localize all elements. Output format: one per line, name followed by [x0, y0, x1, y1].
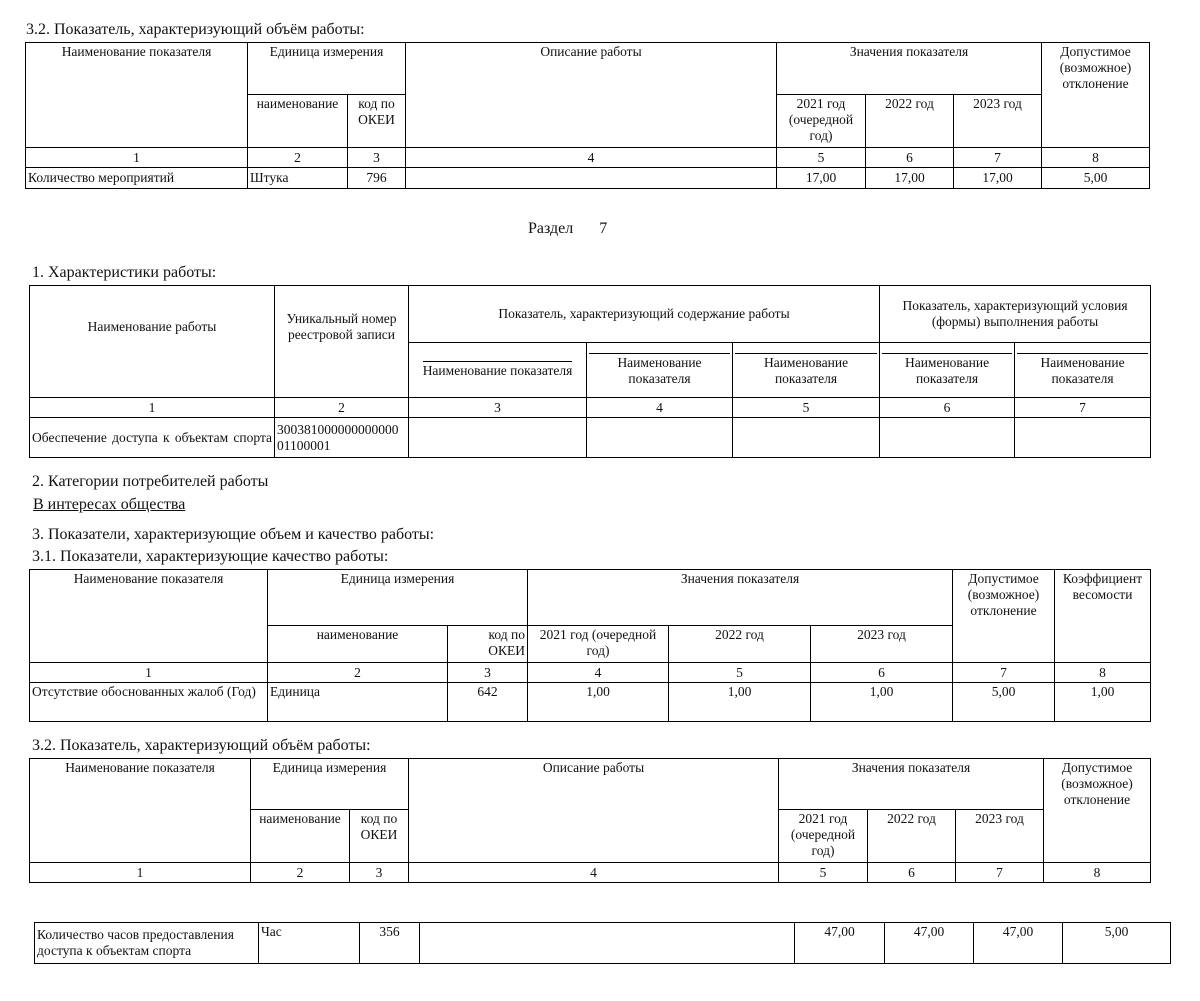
cell-unit-name: Штука: [248, 168, 348, 189]
column-number: 8: [1044, 863, 1151, 883]
column-number: 5: [777, 148, 866, 168]
header-deviation: Допустимое (возможное) отклонение: [953, 570, 1055, 663]
header-content-indicator-2: Наименование показателя: [587, 343, 733, 398]
header-registry-number: Уникальный номер реестровой записи: [275, 286, 409, 398]
header-indicator-name: Наименование показателя: [30, 759, 251, 863]
column-number: 3: [348, 148, 406, 168]
header-year-1: 2021 год (очередной год): [528, 626, 669, 663]
cell-year-2: 17,00: [866, 168, 954, 189]
top-volume-heading: 3.2. Показатель, характеризующий объём работы:: [26, 21, 365, 38]
cell-work-name: Обеспечение доступа к объектам спорта: [30, 418, 275, 458]
cell-year-3: 1,00: [811, 683, 953, 722]
header-year-2: 2022 год: [866, 95, 954, 148]
cell-year-1: 1,00: [528, 683, 669, 722]
quality-heading: 3.1. Показатели, характеризующие качество работы:: [32, 548, 389, 565]
table-row: [26, 168, 1150, 189]
column-number: 2: [251, 863, 350, 883]
column-number: 1: [30, 398, 275, 418]
column-number: 6: [811, 663, 953, 683]
header-values: Значения показателя: [779, 759, 1044, 810]
column-number: 8: [1042, 148, 1150, 168]
column-number: 1: [30, 863, 251, 883]
cell-indicator-name: Количество мероприятий: [26, 168, 248, 189]
column-number: 6: [866, 148, 954, 168]
column-number: 8: [1055, 663, 1151, 683]
header-unit-name: наименование: [268, 626, 448, 663]
characteristics-table: [29, 285, 1151, 458]
cell-registry-number: 300381000000000000 01100001: [275, 418, 409, 458]
column-number: 7: [954, 148, 1042, 168]
cell-year-1: 17,00: [777, 168, 866, 189]
cell-deviation: 5,00: [953, 683, 1055, 722]
column-number: 3: [448, 663, 528, 683]
volume-heading: 3.2. Показатель, характеризующий объём работы:: [32, 737, 371, 754]
cell-indicator-name: Количество часов предоставления доступа к объектам спорта: [35, 923, 259, 964]
header-deviation: Допустимое (возможное) отклонение: [1044, 759, 1151, 863]
cell-year-3: 47,00: [974, 923, 1063, 964]
consumers-heading: 2. Категории потребителей работы: [32, 473, 269, 490]
characteristics-heading: 1. Характеристики работы:: [32, 264, 217, 281]
header-unit-code: код по ОКЕИ: [448, 626, 528, 663]
column-number: 4: [528, 663, 669, 683]
column-number: 7: [956, 863, 1044, 883]
column-number: 1: [30, 663, 268, 683]
header-values: Значения показателя: [777, 43, 1042, 95]
header-unit-name: наименование: [248, 95, 348, 148]
header-condition-indicator-2: Наименование показателя: [1015, 343, 1151, 398]
column-number: 4: [409, 863, 779, 883]
column-number: 1: [26, 148, 248, 168]
cell-content-3: [733, 418, 880, 458]
header-year-3: 2023 год: [956, 810, 1044, 863]
column-number: 4: [406, 148, 777, 168]
column-number: 7: [1015, 398, 1151, 418]
header-year-3: 2023 год: [811, 626, 953, 663]
section-label: Раздел: [528, 220, 574, 237]
header-content-indicator-3: Наименование показателя: [733, 343, 880, 398]
column-number: 3: [409, 398, 587, 418]
quality-table: [29, 569, 1151, 722]
header-description: Описание работы: [409, 759, 779, 863]
table-row: [35, 923, 1171, 964]
header-year-3: 2023 год: [954, 95, 1042, 148]
cell-unit-name: Час: [259, 923, 360, 964]
cell-content-2: [587, 418, 733, 458]
column-number: 2: [248, 148, 348, 168]
header-year-1: 2021 год (очередной год): [777, 95, 866, 148]
header-work-conditions: Показатель, характеризующий условия (формы) выполнения работы: [880, 286, 1151, 343]
column-number: 2: [275, 398, 409, 418]
column-number: 6: [868, 863, 956, 883]
header-unit-code: код по ОКЕИ: [348, 95, 406, 148]
cell-condition-1: [880, 418, 1015, 458]
header-weight: Коэффициент весомости: [1055, 570, 1151, 663]
header-values: Значения показателя: [528, 570, 953, 626]
cell-weight: 1,00: [1055, 683, 1151, 722]
column-number: 6: [880, 398, 1015, 418]
header-unit: Единица измерения: [248, 43, 406, 95]
cell-unit-code: 642: [448, 683, 528, 722]
table-row: [30, 418, 1151, 458]
column-number: 3: [350, 863, 409, 883]
cell-description: [420, 923, 795, 964]
section-title: [528, 220, 607, 238]
header-unit-name: наименование: [251, 810, 350, 863]
cell-year-3: 17,00: [954, 168, 1042, 189]
header-year-2: 2022 год: [868, 810, 956, 863]
consumers-value: В интересах общества: [33, 496, 186, 513]
table-row: [30, 683, 1151, 722]
column-number: 7: [953, 663, 1055, 683]
header-deviation: Допустимое (возможное) отклонение: [1042, 43, 1150, 148]
header-indicator-name: Наименование показателя: [30, 570, 268, 663]
column-number: 2: [268, 663, 448, 683]
header-year-2: 2022 год: [669, 626, 811, 663]
volume-table: [29, 758, 1151, 883]
volume-quality-heading: 3. Показатели, характеризующие объем и качество работы:: [32, 526, 435, 543]
cell-deviation: 5,00: [1042, 168, 1150, 189]
cell-unit-code: 356: [360, 923, 420, 964]
header-work-content: Показатель, характеризующий содержание работы: [409, 286, 880, 343]
cell-content-1: [409, 418, 587, 458]
header-description: Описание работы: [406, 43, 777, 148]
header-condition-indicator-1: Наименование показателя: [880, 343, 1015, 398]
header-unit: Единица измерения: [251, 759, 409, 810]
top-volume-table: [25, 42, 1150, 189]
cell-year-2: 47,00: [885, 923, 974, 964]
header-year-1: 2021 год (очередной год): [779, 810, 868, 863]
column-number: 4: [587, 398, 733, 418]
cell-year-2: 1,00: [669, 683, 811, 722]
header-unit-code: код по ОКЕИ: [350, 810, 409, 863]
section-number: 7: [599, 220, 608, 237]
cell-unit-name: Единица: [268, 683, 448, 722]
column-number: 5: [733, 398, 880, 418]
column-number: 5: [779, 863, 868, 883]
cell-unit-code: 796: [348, 168, 406, 189]
column-number: 5: [669, 663, 811, 683]
cell-deviation: 5,00: [1063, 923, 1171, 964]
cell-year-1: 47,00: [795, 923, 885, 964]
header-unit: Единица измерения: [268, 570, 528, 626]
cell-indicator-name: Отсутствие обоснованных жалоб (Год): [30, 683, 268, 722]
header-content-indicator-1: Наименование показателя: [409, 343, 587, 398]
cell-description: [406, 168, 777, 189]
volume-continuation-table: [34, 922, 1171, 964]
header-indicator-name: Наименование показателя: [26, 43, 248, 148]
header-work-name: Наименование работы: [30, 286, 275, 398]
cell-condition-2: [1015, 418, 1151, 458]
